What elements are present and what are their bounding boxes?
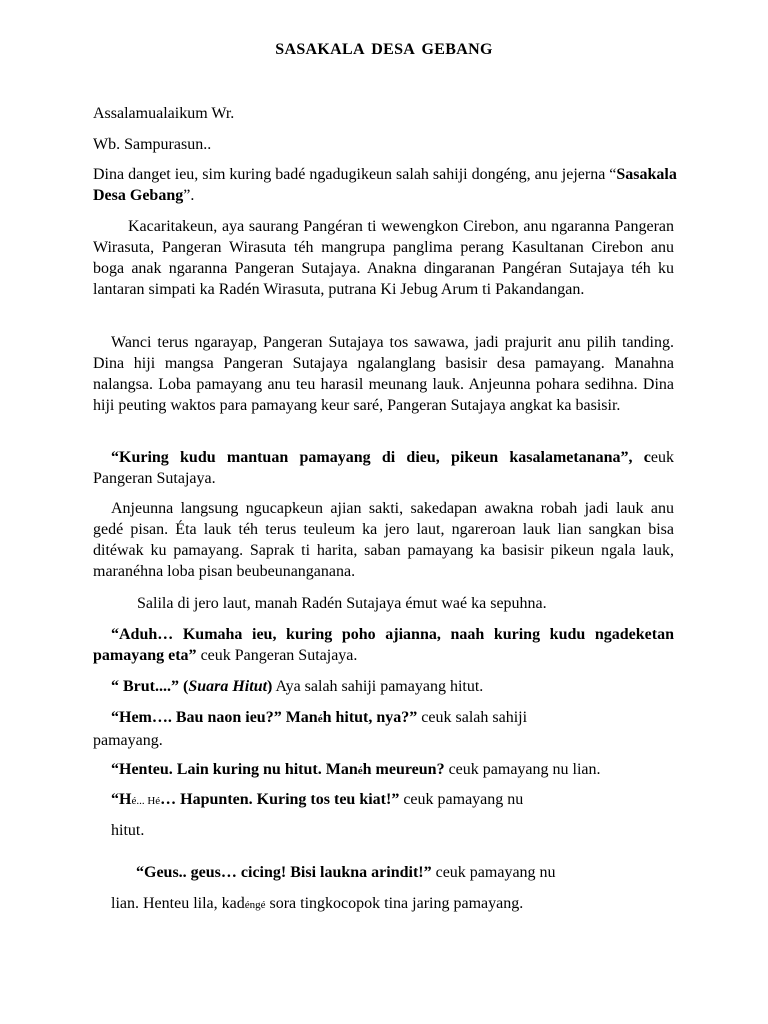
quote-4-small: é bbox=[317, 713, 323, 725]
story-title-inline: Sasakala Desa Gebang bbox=[93, 166, 677, 204]
quote-7 bbox=[136, 862, 674, 883]
paragraph-2: Wanci terus ngarayap, Pangeran Sutajaya tos sawawa, jadi prajurit anu pilih tanding. Dina hiji mangsa Pangeran Sutajaya ngalanglang basisir desa pamayang. Manahna nalangsa. Loba pamayang anu teu harasil meunang lauk. Anjeunna pohara sedihna. Dina hiji peuting waktos para pamayang keur saré, Pangeran Sutajaya angkat ka basisir. bbox=[93, 334, 674, 414]
quote-6-speech-b: … Hapunten. Kuring tos teu kiat!” bbox=[160, 791, 400, 808]
paragraph-3: Anjeunna langsung ngucapkeun ajian sakti, sakedapan awakna robah jadi lauk anu gedé pisan. Éta lauk téh terus teuleum ka jero laut, ngareroan lauk lian sangkan bisa ditéwak ku pamayang. Saprak ti harita, saban pamayang ka basisir pikeun ngala lauk, maranéhna loba pisan beubeunanganana. bbox=[93, 500, 674, 580]
quote-4 bbox=[93, 707, 674, 751]
quote-1-speech: “Kuring kudu mantuan pamayang di dieu, pikeun kasalametanana”, c bbox=[111, 449, 651, 466]
quote-6-line-2: hitut. bbox=[111, 822, 145, 839]
last-line bbox=[111, 893, 674, 916]
quote-3-sound: Suara Hitut bbox=[188, 678, 268, 695]
quote-2-attribution: ceuk Pangeran Sutajaya. bbox=[196, 647, 358, 664]
quote-1-attribution: euk Pangeran Sutajaya. bbox=[93, 449, 674, 487]
last-line-b: sora tingkocopok tina jaring pamayang. bbox=[265, 895, 524, 912]
quote-3 bbox=[93, 676, 674, 697]
paragraph-1: Kacaritakeun, aya saurang Pangéran ti wewengkon Cirebon, anu ngaranna Pangeran Wirasuta, Pangeran Wirasuta téh mangrupa panglima perang Kasultanan Cirebon anu boga anak ngaranna Pangeran Sutajaya. Anakna dingaranan Pangéran Sutajaya téh ku lantaran simpati ka Radén Wirasuta, putrana Ki Jebug Arum ti Pakandangan. bbox=[93, 218, 674, 298]
quote-6-speech-a: “H bbox=[111, 791, 132, 808]
quote-5 bbox=[93, 759, 674, 782]
quote-6-small: é... Hé bbox=[131, 795, 161, 807]
page-title: SASAKALA DESA GEBANG bbox=[275, 41, 493, 58]
quote-7-attribution: ceuk pamayang nu bbox=[431, 864, 556, 881]
intro-paragraph bbox=[93, 164, 681, 206]
last-line-small: éngé bbox=[244, 899, 266, 911]
quote-3-close: ) bbox=[267, 678, 273, 695]
quote-3-narration: Aya salah sahiji pamayang hitut. bbox=[272, 678, 484, 695]
quote-2-speech: “Aduh… Kumaha ieu, kuring poho ajianna, naah kuring kudu ngadeketan pamayang eta” bbox=[93, 626, 674, 664]
greeting-line-1: Assalamualaikum Wr. bbox=[93, 105, 235, 122]
quote-5-small: é bbox=[357, 765, 363, 777]
quote-4-line-2: pamayang. bbox=[93, 732, 163, 749]
quote-3-open: “ Brut....” ( bbox=[111, 678, 189, 695]
greeting-line-2: Wb. Sampurasun.. bbox=[93, 136, 212, 153]
paragraph-4: Salila di jero laut, manah Radén Sutajaya émut waé ka sepuhna. bbox=[137, 595, 547, 612]
quote-7-speech: “Geus.. geus… cicing! Bisi laukna arindit!” bbox=[136, 864, 432, 881]
quote-1 bbox=[93, 447, 674, 489]
quote-5-speech-b: h meureun? bbox=[362, 761, 445, 778]
quote-4-speech-b: h hitut, nya?” bbox=[322, 709, 418, 726]
quote-4-attribution: ceuk salah sahiji bbox=[417, 709, 528, 726]
last-line-a: lian. Henteu lila, kad bbox=[111, 895, 245, 912]
quote-4-speech-a: “Hem…. Bau naon ieu?” Man bbox=[111, 709, 318, 726]
quote-5-speech-a: “Henteu. Lain kuring nu hitut. Man bbox=[111, 761, 358, 778]
intro-end: ”. bbox=[183, 187, 195, 204]
intro-text: Dina danget ieu, sim kuring badé ngadugikeun salah sahiji dongéng, anu jejerna “ bbox=[93, 166, 617, 183]
quote-6 bbox=[111, 789, 674, 812]
quote-2 bbox=[93, 624, 674, 666]
quote-6-attribution: ceuk pamayang nu bbox=[399, 791, 524, 808]
quote-5-attribution: ceuk pamayang nu lian. bbox=[444, 761, 601, 778]
